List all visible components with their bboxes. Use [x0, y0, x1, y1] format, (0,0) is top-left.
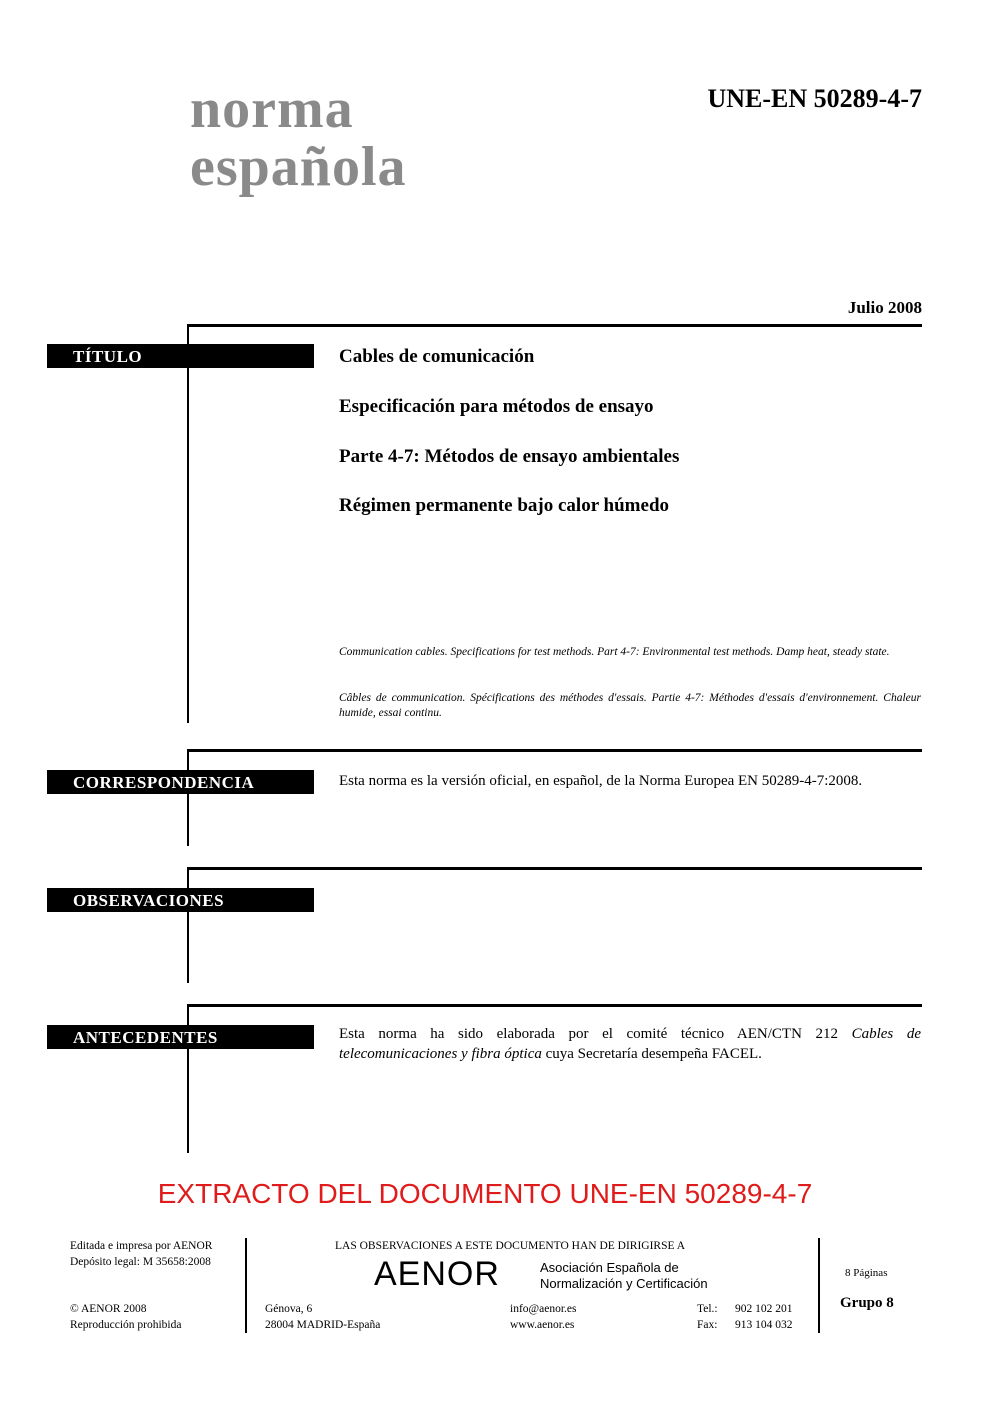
- section-divider: [187, 1004, 922, 1007]
- tel-number: 902 102 201: [735, 1303, 793, 1315]
- aenor-subtitle-1: Asociación Española de: [540, 1260, 679, 1275]
- footer-divider: [818, 1238, 820, 1333]
- footer-copyright-block: [70, 1301, 181, 1333]
- brand-title: [190, 80, 407, 196]
- title-line-2: Especificación para métodos de ensayo: [339, 396, 654, 417]
- section-divider: [187, 749, 922, 752]
- footer-edited: Editada e impresa por AENOR: [70, 1240, 213, 1252]
- correspondencia-text: Esta norma es la versión oficial, en español, de la Norma Europea EN 50289-4-7:2008.: [339, 773, 863, 789]
- section-rule: [187, 324, 189, 723]
- aenor-subtitle: [540, 1260, 708, 1292]
- title-french: Câbles de communication. Spécifications des méthodes d'essais. Partie 4-7: Méthodes d'essais d'environnement. Chaleur humide, essai continu.: [339, 692, 921, 719]
- price-group: Grupo 8: [840, 1295, 894, 1311]
- committee-name: Cables de telecomunicaciones y fibra óptica: [339, 1026, 921, 1062]
- address-line-1: Génova, 6: [265, 1303, 313, 1315]
- aenor-logo: AENOR: [374, 1255, 500, 1293]
- aenor-subtitle-2: Normalización y Certificación: [540, 1276, 708, 1291]
- footer-phone-labels: [697, 1301, 718, 1333]
- section-divider: [187, 324, 922, 327]
- antecedentes-label: ANTECEDENTES: [47, 1025, 314, 1049]
- footer-copyright: © AENOR 2008: [70, 1303, 147, 1315]
- observaciones-label: OBSERVACIONES: [47, 888, 314, 912]
- brand-line-1: norma: [190, 78, 354, 140]
- title-line-4: Régimen permanente bajo calor húmedo: [339, 495, 670, 516]
- fax-label: Fax:: [697, 1319, 718, 1331]
- tel-label: Tel.:: [697, 1303, 718, 1315]
- title-line-1: Cables de comunicación: [339, 346, 535, 367]
- footer-reproduccion: Reproducción prohibida: [70, 1319, 182, 1331]
- document-date: Julio 2008: [847, 298, 922, 317]
- section-divider: [187, 867, 922, 870]
- extract-watermark: EXTRACTO DEL DOCUMENTO UNE-EN 50289-4-7: [157, 1178, 813, 1209]
- antecedentes-text: [339, 1024, 921, 1064]
- section-rule: [187, 867, 189, 983]
- titulo-label: TÍTULO: [47, 344, 314, 368]
- brand-line-2: española: [190, 136, 407, 198]
- page-count: 8 Páginas: [845, 1267, 888, 1279]
- footer-notice: LAS OBSERVACIONES A ESTE DOCUMENTO HAN DE DIRIGIRSE A: [335, 1240, 686, 1252]
- section-rule: [187, 749, 189, 846]
- footer-email[interactable]: info@aenor.es: [510, 1303, 577, 1315]
- address-line-2: 28004 MADRID-España: [265, 1319, 381, 1331]
- footer-contact: [510, 1301, 576, 1333]
- antecedentes-text-part: Esta norma ha sido elaborada por el comité técnico AEN/CTN 212: [339, 1026, 852, 1042]
- footer-edition: [70, 1238, 212, 1270]
- footer-phones: [735, 1301, 793, 1333]
- antecedentes-text-part: cuya Secretaría desempeña FACEL.: [541, 1046, 762, 1062]
- fax-number: 913 104 032: [735, 1319, 793, 1331]
- document-code: UNE-EN 50289-4-7: [707, 84, 922, 113]
- title-line-3: Parte 4-7: Métodos de ensayo ambientales: [339, 446, 680, 467]
- footer-divider: [245, 1238, 247, 1333]
- footer-deposito: Depósito legal: M 35658:2008: [70, 1256, 211, 1268]
- title-english: Communication cables. Specifications for test methods. Part 4-7: Environmental test methods. Damp heat, steady state.: [339, 646, 890, 658]
- correspondencia-label: CORRESPONDENCIA: [47, 770, 314, 794]
- footer-address: [265, 1301, 380, 1333]
- footer-web[interactable]: www.aenor.es: [510, 1319, 575, 1331]
